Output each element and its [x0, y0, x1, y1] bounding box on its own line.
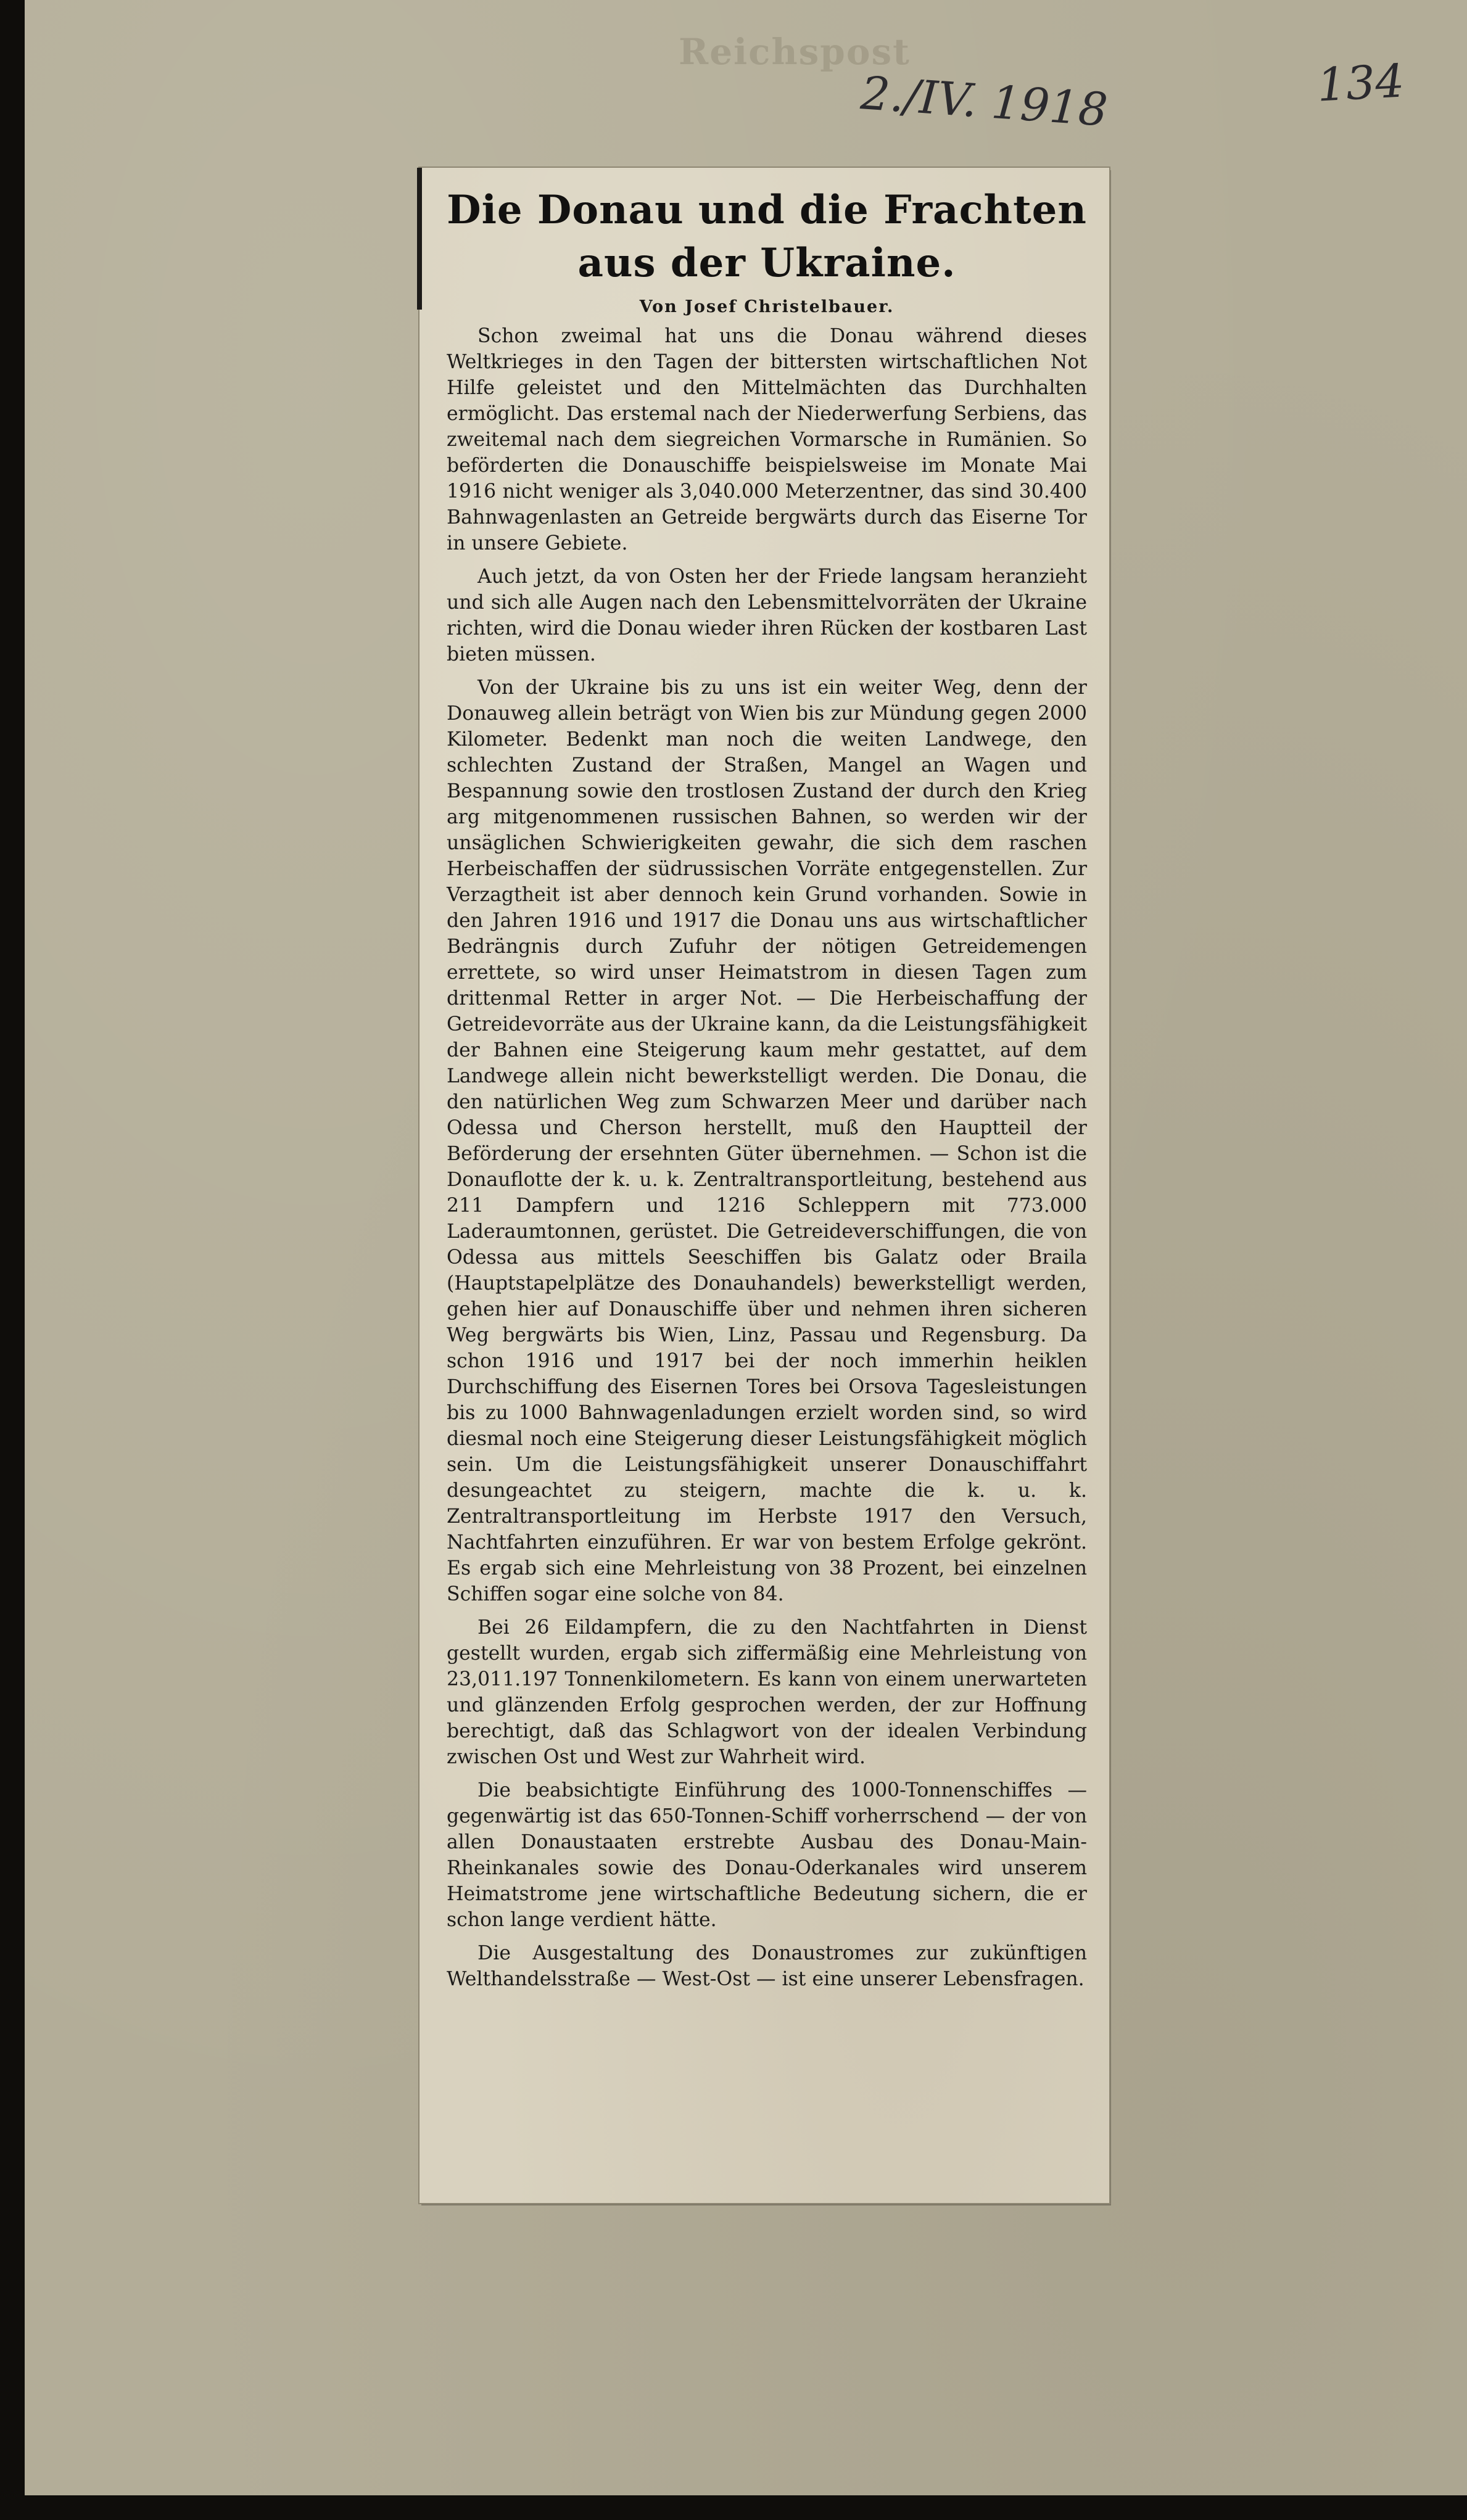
article-paragraph-4: Bei 26 Eildampfern, die zu den Nachtfahrten in Dienst gestellt wurden, ergab sich ziffermäßig eine Mehrleistung von 23,011.197 Tonnenkilometern. Es kann von einem unerwarteten und glänzenden Erfolg gesprochen werden, der zur Hoffnung berechtigt, daß das Schlagwort von der idealen Verbindung zwischen Ost und West zur Wahrheit wird. [447, 1616, 1087, 1768]
handwritten-date: 2./IV. 1918 [859, 67, 1110, 137]
clipping-edge [417, 168, 422, 310]
article-paragraph-3: Von der Ukraine bis zu uns ist ein weiter Weg, denn der Donauweg allein beträgt von Wien bis zur Mündung gegen 2000 Kilometer. Bedenkt man noch die weiten Landwege, den schlechten Zustand der Straßen, Mangel an Wagen und Bespannung sowie den trostlosen Zustand der durch den Krieg arg mitgenommenen russischen Bahnen, so werden wir der unsäglichen Schwierigkeiten gewahr, die sich dem raschen Herbeischaffen der südrussischen Vorräte entgegenstellen. Zur Verzagtheit ist aber dennoch kein Grund vorhanden. Sowie in den Jahren 1916 und 1917 die Donau uns aus wirtschaftlicher Bedrängnis durch Zufuhr der nötigen Getreidemengen errettete, so wird unser Heimatstrom in diesen Tagen zum drittenmal Retter in arger Not. — Die Herbeischaffung der Getreidevorräte aus der Ukraine kann, da die Leistungsfähigkeit der Bahnen eine Steigerung kaum mehr gestattet, auf dem Landwege allein nicht bewerkstelligt werden. Die Donau, die den natürlichen Weg zum Schwarzen Meer und darüber nach Odessa und Cherson herstellt, muß den Hauptteil der Beförderung der ersehnten Güter übernehmen. — Schon ist die Donauflotte der k. u. k. Zentraltransportleitung, bestehend aus 211 Dampfern und 1216 Schleppern mit 773.000 Laderaumtonnen, gerüstet. Die Getreideverschiffungen, die von Odessa aus mittels Seeschiffen bis Galatz oder Braila (Hauptstapelplätze des Donauhandels) bewerkstelligt werden, gehen hier auf Donauschiffe über und nehmen ihren sicheren Weg bergwärts bis Wien, Linz, Passau und Regensburg. Da schon 1916 und 1917 bei der noch immerhin heiklen Durchschiffung des Eisernen Tores bei Orsova Tagesleistungen bis zu 1000 Bahnwagenladungen erzielt worden sind, so wird diesmal noch eine Steigerung dieser Leistungsfähigkeit möglich sein. Um die Leistungsfähigkeit unserer Donauschiffahrt desungeachtet zu steigern, machte die k. u. k. Zentraltransportleitung im Herbste 1917 den Versuch, Nachtfahrten einzuführen. Er war von bestem Erfolge gekrönt. Es ergab sich eine Mehrleistung von 38 Prozent, bei einzelnen Schiffen sogar eine solche von 84. [447, 677, 1087, 1605]
article-title-line-2: aus der Ukraine. [577, 240, 956, 286]
handwritten-page-number: 134 [1315, 54, 1406, 112]
article-paragraph-2: Auch jetzt, da von Osten her der Friede langsam heranzieht und sich alle Augen nach den Lebensmittelvorräten der Ukraine richten, wird die Donau wieder ihren Rücken der kostbaren Last bieten müssen. [447, 566, 1087, 665]
article-title-line-1: Die Donau und die Frachten [447, 187, 1087, 233]
article-byline: Von Josef Christelbauer. [639, 297, 895, 316]
newspaper-stamp: Reichspost [679, 31, 911, 73]
archive-sheet [25, 0, 1467, 2495]
article-body [447, 323, 1087, 1992]
newspaper-clipping [419, 168, 1109, 2203]
article-paragraph-5: Die beabsichtigte Einführung des 1000-Tonnenschiffes — gegenwärtig ist das 650-Tonnen-Schiff vorherrschend — der von allen Donaustaaten erstrebte Ausbau des Donau-Main-Rheinkanales sowie des Donau-Oderkanales wird unserem Heimatstrome jene wirtschaftliche Bedeutung sichern, die er schon lange verdient hätte. [447, 1779, 1087, 1931]
article-paragraph-1: Schon zweimal hat uns die Donau während dieses Weltkrieges in den Tagen der bittersten wirtschaftlichen Not Hilfe geleistet und den Mittelmächten das Durchhalten ermöglicht. Das erstemal nach der Niederwerfung Serbiens, das zweitemal nach dem siegreichen Vormarsche in Rumänien. So beförderten die Donauschiffe beispielsweise im Monate Mai 1916 nicht weniger als 3,040.000 Meterzentner, das sind 30.400 Bahnwagenlasten an Getreide bergwärts durch das Eiserne Tor in unsere Gebiete. [447, 325, 1087, 554]
article-paragraph-6: Die Ausgestaltung des Donaustromes zur zukünftigen Welthandelsstraße — West-Ost — ist eine unserer Lebensfragen. [447, 1942, 1087, 1990]
article-title [447, 184, 1087, 290]
